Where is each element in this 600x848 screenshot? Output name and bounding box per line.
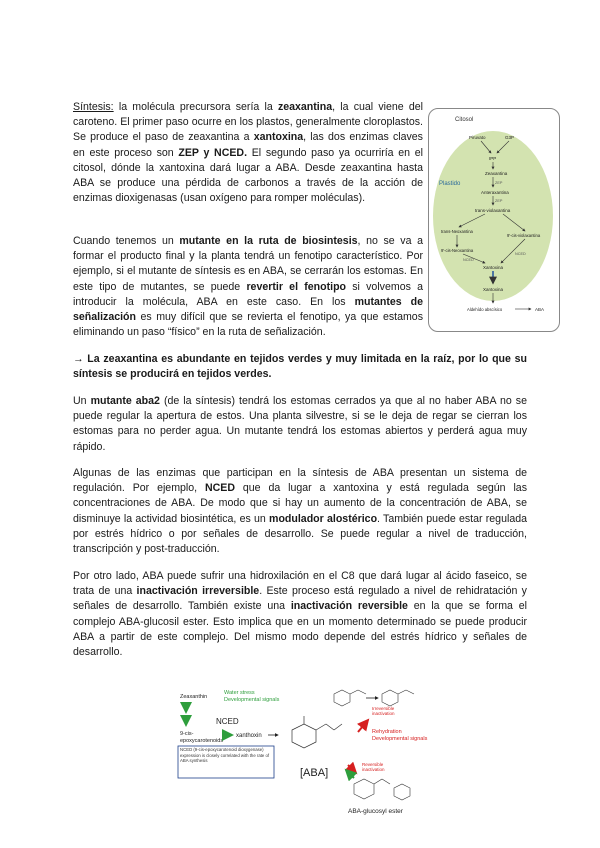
arrow-symbol: →: [73, 353, 84, 365]
node-xanthoxin-plastid: Xantoxina: [483, 265, 504, 270]
node-9cis-neoxanthin: 9'-cis-Neoxantina: [441, 248, 474, 253]
enzyme-nced-1: NCED: [463, 258, 474, 262]
enzyme-zep-1: ZEP: [495, 181, 503, 185]
node-trans-violaxanthin: trans-violaxantina: [475, 208, 511, 213]
node-antheraxanthin: Anteraxantina: [481, 190, 509, 195]
zeaxanthin-label: Zeaxanthin: [180, 694, 208, 700]
node-g3p: G3P: [505, 135, 515, 140]
node-trans-neoxanthin: trans-Neoxantina: [441, 229, 473, 234]
rehydration-label: Rehydration: [372, 729, 402, 735]
pathway-diagram: [429, 109, 559, 331]
irreversible-label-1: Irreversible: [372, 706, 395, 711]
aba-molecule-icon: [292, 716, 342, 748]
synthesis-heading: Síntesis:: [73, 101, 114, 113]
nced-label: NCED: [216, 717, 239, 726]
enzyme-zep-2: ZEP: [495, 199, 503, 203]
water-stress-label: Water stress: [224, 690, 255, 696]
paragraph-aba2-mutant: Un mutante aba2 (de la síntesis) tendrá los estomas cerrados ya que al no haber ABA no se puede regular la apertura de estos. Una planta silvestre, si se le deja de regar se cierran los estomas para no perder agua. Un mutante tendrá los estomas abiertos y perderá agua muy rápido.: [73, 395, 527, 453]
cytosol-label: Citosol: [455, 117, 474, 123]
node-9cis-violaxanthin: 9'-cis-violaxantina: [507, 233, 541, 238]
paragraph-mutants: Cuando tenemos un mutante en la ruta de biosintesis, no se va a formar el producto final y la planta tendrá un fenotipo característico. Por ejemplo, si el mutante de síntesis es en ABA, se cerrarán los estomas. En este tipo de mutantes, se puede revertir el fenotipo si volvemos a introducir la molécula, ABA en este caso. En los mutantes de señalización es muy difícil que se revierta el fenotipo, ya que estamos eliminando un paso “físico” en la ruta de señalización.: [73, 235, 424, 339]
node-aba: ABA: [535, 307, 545, 312]
epoxy-label-2: epoxycarotenoids: [180, 738, 224, 744]
plastid-label: Plastido: [439, 181, 461, 187]
reversible-label-2: inactivation: [362, 767, 385, 772]
node-xanthoxin-cytosol: Xantoxina: [483, 287, 504, 292]
enzyme-nced-2: NCED: [515, 252, 526, 256]
dev-signals-red-label: Developmental signals: [372, 736, 428, 742]
nced-note-text: NCED (9-cis-epoxycarotenoid dioxygenase) expression is closely correlated with the rate of ABA synthesis: [180, 747, 270, 764]
paragraph-regulation: Algunas de las enzimas que participan en la síntesis de ABA presentan un sistema de regulación. Por ejemplo, NCED que da lugar a xantoxina y está regulada según las concentraciones de ABA. De modo que si hay un aumento de la concentración de ABA, se disminuye la actividad biosintética, es un modulador alostérico. También puede estar regulada por estrés hídrico o por señales de desarrollo. Se puede regular a nivel de traducción, transcripción y post-traducción.: [73, 467, 527, 556]
paragraph-synthesis: Síntesis: la molécula precursora sería la zeaxantina, la cual viene del caroteno. El primer paso ocurre en los plastos, generalmente cloroplastos. Se produce el paso de zeaxantina a xantoxina, las dos enzimas claves en este proceso son ZEP y NCED. El segundo paso ya ocurriría en el citosol, dónde la xantoxina dará lugar a ABA. Desde zeaxantina hasta ABA se produce una pérdida de carbonos a través de la acción de enzimas dioxigenasas (usan oxígeno para romper moléculas).: [73, 101, 424, 205]
aba-regulation-figure: [172, 680, 428, 820]
red-arrow-irreversible: [358, 720, 368, 732]
node-zeaxanthin: Zeaxantina: [485, 171, 508, 176]
node-abscisic-aldehyde: Aldehído abscísico: [467, 307, 503, 312]
node-ipp: IPP: [489, 156, 497, 161]
regulation-diagram: [172, 680, 428, 820]
node-pyruvate: Piruvato: [469, 135, 486, 140]
glucosyl-ester-label: ABA-glucosyl ester: [348, 808, 403, 815]
aba-concentration-label: [ABA]: [300, 767, 329, 779]
paragraph-inactivation: Por otro lado, ABA puede sufrir una hidroxilación en el C8 que dará lugar al ácido faseico, se trata de una inactivación irreversible. Este proceso está regulado a nivel de rehidratación y señales de desarrollo. También existe una inactivación reversible en la que se forma el complejo ABA-glucosil ester. Esto implica que en un momento determinado se puede producir ABA a partir de este complejo. Del mismo modo depende del estrés hídrico y señales de desarrollo.: [73, 570, 527, 659]
epoxy-label-1: 9-cis-: [180, 731, 194, 737]
xanthoxin-label: xanthoxin: [236, 733, 262, 739]
paragraph-zeaxanthin-tissues: → La zeaxantina es abundante en tejidos verdes y muy limitada en la raíz, por lo que su síntesis se producirá en tejidos verdes.: [73, 353, 527, 381]
glucosyl-ester-icon: [354, 779, 410, 800]
irreversible-label-2: inactivation: [372, 711, 395, 716]
reversible-label-1: Reversible: [362, 762, 384, 767]
biosynthesis-pathway-figure: [428, 108, 560, 332]
dev-signals-label: Developmental signals: [224, 697, 280, 703]
